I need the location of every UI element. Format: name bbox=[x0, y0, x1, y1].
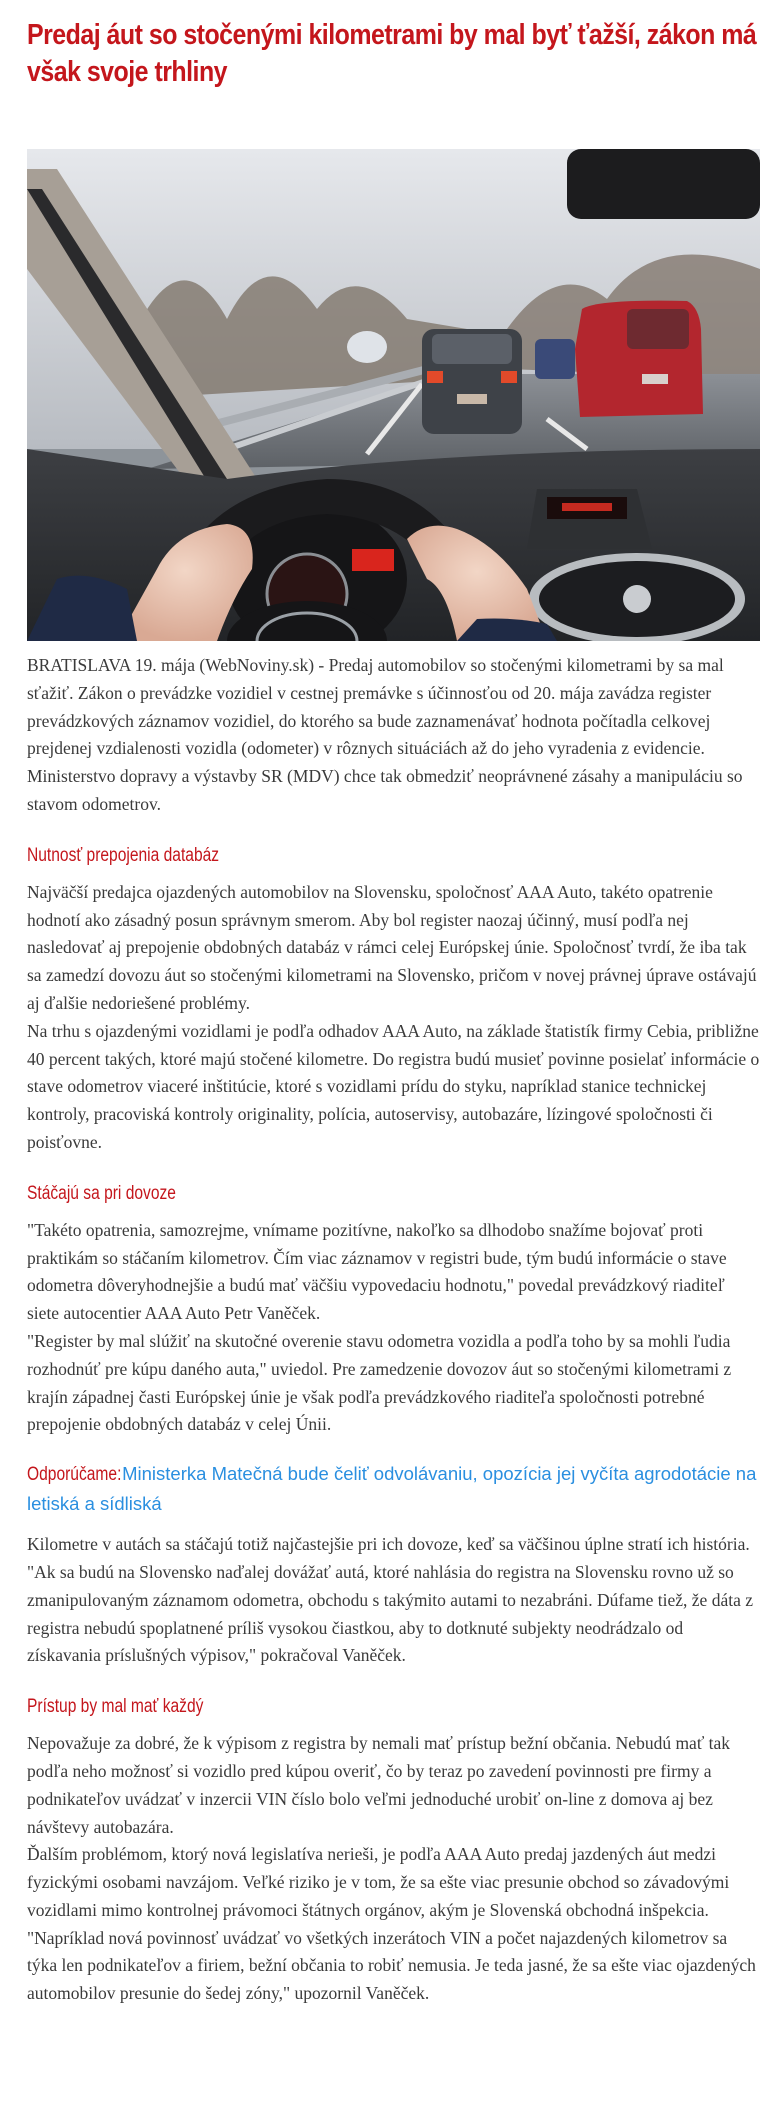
paragraph: "Register by mal slúžiť na skutočné overenie stavu odometra vozidla a podľa toho by sa mohli ľudia rozhodnúť pre kúpu daného auta," uviedol. Pre zamedzenie dovozov áut so stočenými kilometrami z krajín západnej časti Európskej únie je však podľa prevádzkového riaditeľa spoločnosti potrebné prepojenie obdobných databáz v celej Únii. bbox=[27, 1330, 732, 1435]
paragraph: "Takéto opatrenia, samozrejme, vnímame pozitívne, nakoľko sa dlhodobo snažíme bojovať proti praktikám so stáčaním kilometrov. Čím viac záznamov v registri bude, tým budú informácie o stave odometra dôveryhodnejšie a budú mať väčšiu vypovedaciu hodnotu," povedal prevádzkový riaditeľ siete autocentier AAA Auto Petr Vaněček. bbox=[27, 1219, 727, 1324]
recommend-label: Odporúčame: bbox=[27, 1464, 122, 1486]
hero-image bbox=[27, 149, 760, 641]
lead-paragraph: BRATISLAVA 19. mája (WebNoviny.sk) - Predaj automobilov so stočenými kilometrami by sa mal sťažiť. Zákon o prevádzke vozidiel v cestnej premávke s účinnosťou od 20. mája zavádza register prevádzkových záznamov vozidiel, do ktorého sa bude zaznamenávať hodnota počítadla celkovej prejdenej vzdialenosti vozidla (odometer) v rôznych situáciách až do jeho vyradenia z evidencie. Ministerstvo dopravy a výstavby SR (MDV) chce tak obmedziť neoprávnené zásahy a manipuláciu so stavom odometrov. bbox=[27, 655, 743, 814]
paragraph: Ďalším problémom, ktorý nová legislatíva nerieši, je podľa AAA Auto predaj jazdených áut medzi fyzickými osobami navzájom. Veľké riziko je v tom, že sa ešte viac presunie obchod so závadovými vozidlami mimo kontrolnej právomoci štátnych orgánov, akým je Slovenská obchodná inšpekcia. bbox=[27, 1844, 730, 1920]
paragraph: Na trhu s ojazdenými vozidlami je podľa odhadov AAA Auto, na základe štatistík firmy Cebia, približne 40 percent takých, ktoré majú stočené kilometre. Do registra budú musieť povinne posielať informácie o stave odometrov viaceré inštitúcie, ktoré s vozidlami prídu do styku, napríklad stanice technickej kontroly, pracoviská kontroly originality, polícia, autoservisy, autobazáre, lízingové spoločnosti či poisťovne. bbox=[27, 1020, 760, 1152]
article-title: Predaj áut so stočenými kilometrami by mal byť ťažší, zákon má však svoje trhliny bbox=[27, 19, 757, 88]
paragraph: Najväčší predajca ojazdených automobilov na Slovensku, spoločnosť AAA Auto, takéto opatrenie hodnotí ako zásadný posun správnym smerom. Aby bol register naozaj účinný, musí podľa nej nasledovať aj prepojenie obdobných databáz v rámci celej Európskej únie. Spoločnosť tvrdí, že iba tak sa zamedzí dovozu áut so stočenými kilometrami na Slovensko, pričom v novej právnej úprave ostávajú aj ďalšie nedoriešené problémy. bbox=[27, 881, 757, 1013]
paragraph: "Napríklad nová povinnosť uvádzať vo všetkých inzerátoch VIN a počet najazdených kilometrov sa týka len podnikateľov a firiem, bežní občania to robiť nemusia. Je teda jasné, že sa ešte viac ojazdených automobilov presunie do šedej zóny," upozornil Vaněček. bbox=[27, 1927, 756, 2004]
paragraph: Nepovažuje za dobré, že k výpisom z registra by nemali mať prístup bežní občania. Nebudú mať tak podľa neho možnosť si vozidlo pred kúpou overiť, čo by teraz po zavedení povinnosti pre firmy a podnikateľov uvádzať v inzercii VIN číslo bolo veľmi jednoduché urobiť on-line z domova aj bez návštevy autobazára. bbox=[27, 1733, 731, 1837]
hero-illustration bbox=[27, 149, 760, 641]
section-heading-database: Nutnosť prepojenia databáz bbox=[27, 844, 220, 866]
recommended-article-link[interactable]: Ministerka Matečná bude čeliť odvolávaniu, opozícia jej vyčíta agrodotácie na letiská a sídliská bbox=[27, 1463, 757, 1515]
paragraph: Kilometre v autách sa stáčajú totiž najčastejšie pri ich dovoze, keď sa väčšinou úplne stratí ich história. "Ak sa budú na Slovensko naďalej dovážať autá, ktoré nahlásia do registra na Slovensku rovno už so zmanipulovaným záznamom odometra, obchodu s takýmito autami to nezabráni. Dúfame tiež, že dáta z registra nebudú spoplatnené príliš vysokou čiastkou, aby to dotknuté subjekty neodrádzalo od získavania príslušných výpisov," pokračoval Vaněček. bbox=[27, 1534, 753, 1666]
section-heading-access: Prístup by mal mať každý bbox=[27, 1696, 204, 1718]
section-heading-import: Stáčajú sa pri dovoze bbox=[27, 1182, 176, 1204]
article bbox=[0, 17, 773, 2008]
recommended-article bbox=[27, 1459, 760, 1519]
